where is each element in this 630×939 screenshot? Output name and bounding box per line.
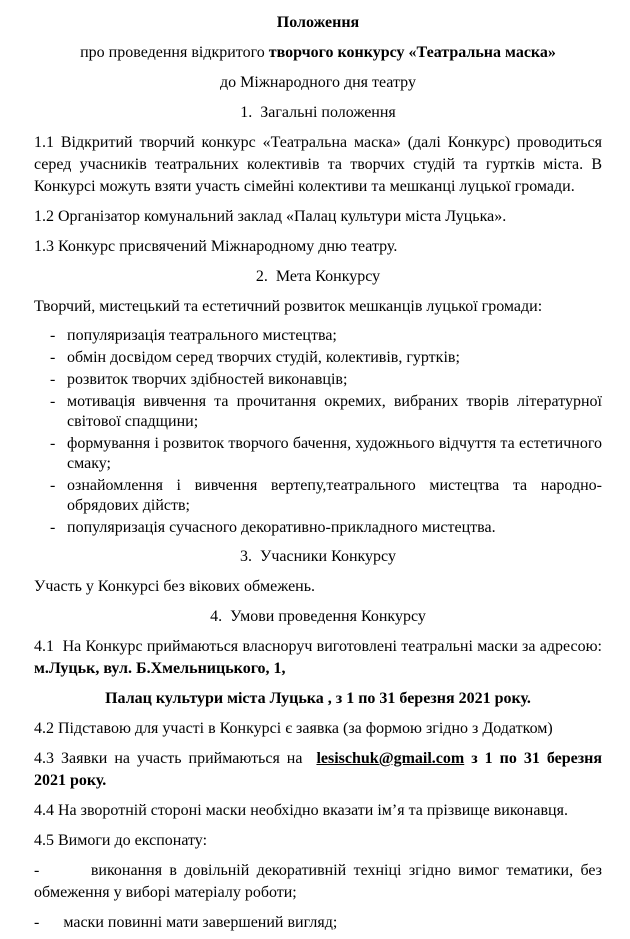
list-item [34,392,602,432]
list-item-text: популяризація театрального мистецтва; [67,327,337,344]
doc-title [34,12,602,34]
list-item [34,476,602,516]
clause-4-5 [34,830,602,852]
text-run: 4. Умови проведення Конкурсу [210,608,426,625]
list-item [34,326,602,346]
text-run: Творчий, мистецький та естетичний розвиток мешканців луцької громади: [34,298,543,315]
list-item-text: розвиток творчих здібностей виконавців; [67,371,348,388]
text-run: Участь у Конкурсі без вікових обмежень. [34,578,316,595]
text-run: 4.4 На зворотній стороні маски необхідно вказати ім’я та прізвище виконавця. [34,802,568,819]
list-bullet: - [50,327,56,344]
list-item [34,370,602,390]
list-item [34,518,602,538]
list-item [34,434,602,474]
participants-text [34,576,602,598]
text-run: 1.3 Конкурс присвячений Міжнародному дню театру. [34,238,398,255]
doc-subtitle [34,42,602,64]
text-run: 2. Мета Конкурсу [255,268,381,285]
list-item [34,348,602,368]
text-run: про проведення відкритого [80,44,269,61]
text-run: - маски повинні мати завершений вигляд; [34,914,338,931]
text-run: Палац культури міста Луцька , з 1 по 31 березня 2021 року. [105,690,531,707]
clause-4-1 [34,636,610,680]
venue-and-dates [34,688,602,710]
requirement-technique [34,860,606,904]
text-run: 4.5 Вимоги до експонату: [34,832,208,849]
doc-subtitle-occasion [34,72,602,94]
text-run: творчого конкурсу «Театральна маска» [268,44,556,61]
list-bullet: - [50,519,56,536]
clause-1-1 [34,132,606,198]
list-item-text: формування і розвиток творчого бачення, художнього відчуття та естетичного смаку; [67,435,602,472]
section-heading-4 [34,606,602,628]
text-run: з 1 по 31 березня 2021 року. [34,750,607,789]
text-run: 1. Загальні положення [240,104,396,121]
clause-4-4 [34,800,602,822]
list-item-text: ознайомлення і вивчення вертепу,театрального мистецтва та народно-обрядових дійств; [67,477,602,514]
text-run: 4.1 На Конкурс приймаються власноруч виготовлені театральні маски за адресою: [34,638,610,655]
clause-4-3 [34,748,607,792]
list-bullet: - [50,349,56,366]
list-bullet: - [50,371,56,388]
goal-intro [34,296,602,318]
text-run: Положення [276,14,360,31]
list-bullet: - [50,477,56,494]
text-run: 1.1 Відкритий творчий конкурс «Театральна маска» (далі Конкурс) проводиться серед учасників театральних колективів та творчих студій та гуртків міста. В Конкурсі можуть взяти участь сімейні колективи та мешканці луцької громади. [34,134,606,195]
list-bullet: - [50,435,56,452]
text-run: - виконання в довільній декоративній техніці згідно вимог тематики, без обмеження у виборі матеріалу роботи; [34,862,606,901]
list-bullet: - [50,393,56,410]
list-item-text: популяризація сучасного декоративно-прикладного мистецтва. [67,519,496,536]
clause-1-3 [34,236,602,258]
email-link[interactable]: lesischuk@gmail.com [316,750,465,767]
clause-1-2 [34,206,602,228]
list-item-text: обмін досвідом серед творчих студій, колективів, гуртків; [67,349,460,366]
text-run: 4.3 Заявки на участь приймаються на [34,750,317,767]
clause-4-2 [34,718,602,740]
requirement-finished-look [34,912,602,934]
section-heading-1 [34,102,602,124]
text-run: 4.2 Підставою для участі в Конкурсі є заявка (за формою згідно з Додатком) [34,720,553,737]
section-heading-2 [34,266,602,288]
text-run: 3. Учасники Конкурсу [240,548,396,565]
section-heading-3 [34,546,602,568]
goal-list [34,326,602,538]
text-run: м.Луцьк, вул. Б.Хмельницького, 1, [34,660,286,677]
text-run: до Міжнародного дня театру [220,74,416,91]
text-run: 1.2 Організатор комунальний заклад «Палац культури міста Луцька». [34,208,507,225]
list-item-text: мотивація вивчення та прочитання окремих, вибраних творів літературної світової спадщини; [67,393,602,430]
